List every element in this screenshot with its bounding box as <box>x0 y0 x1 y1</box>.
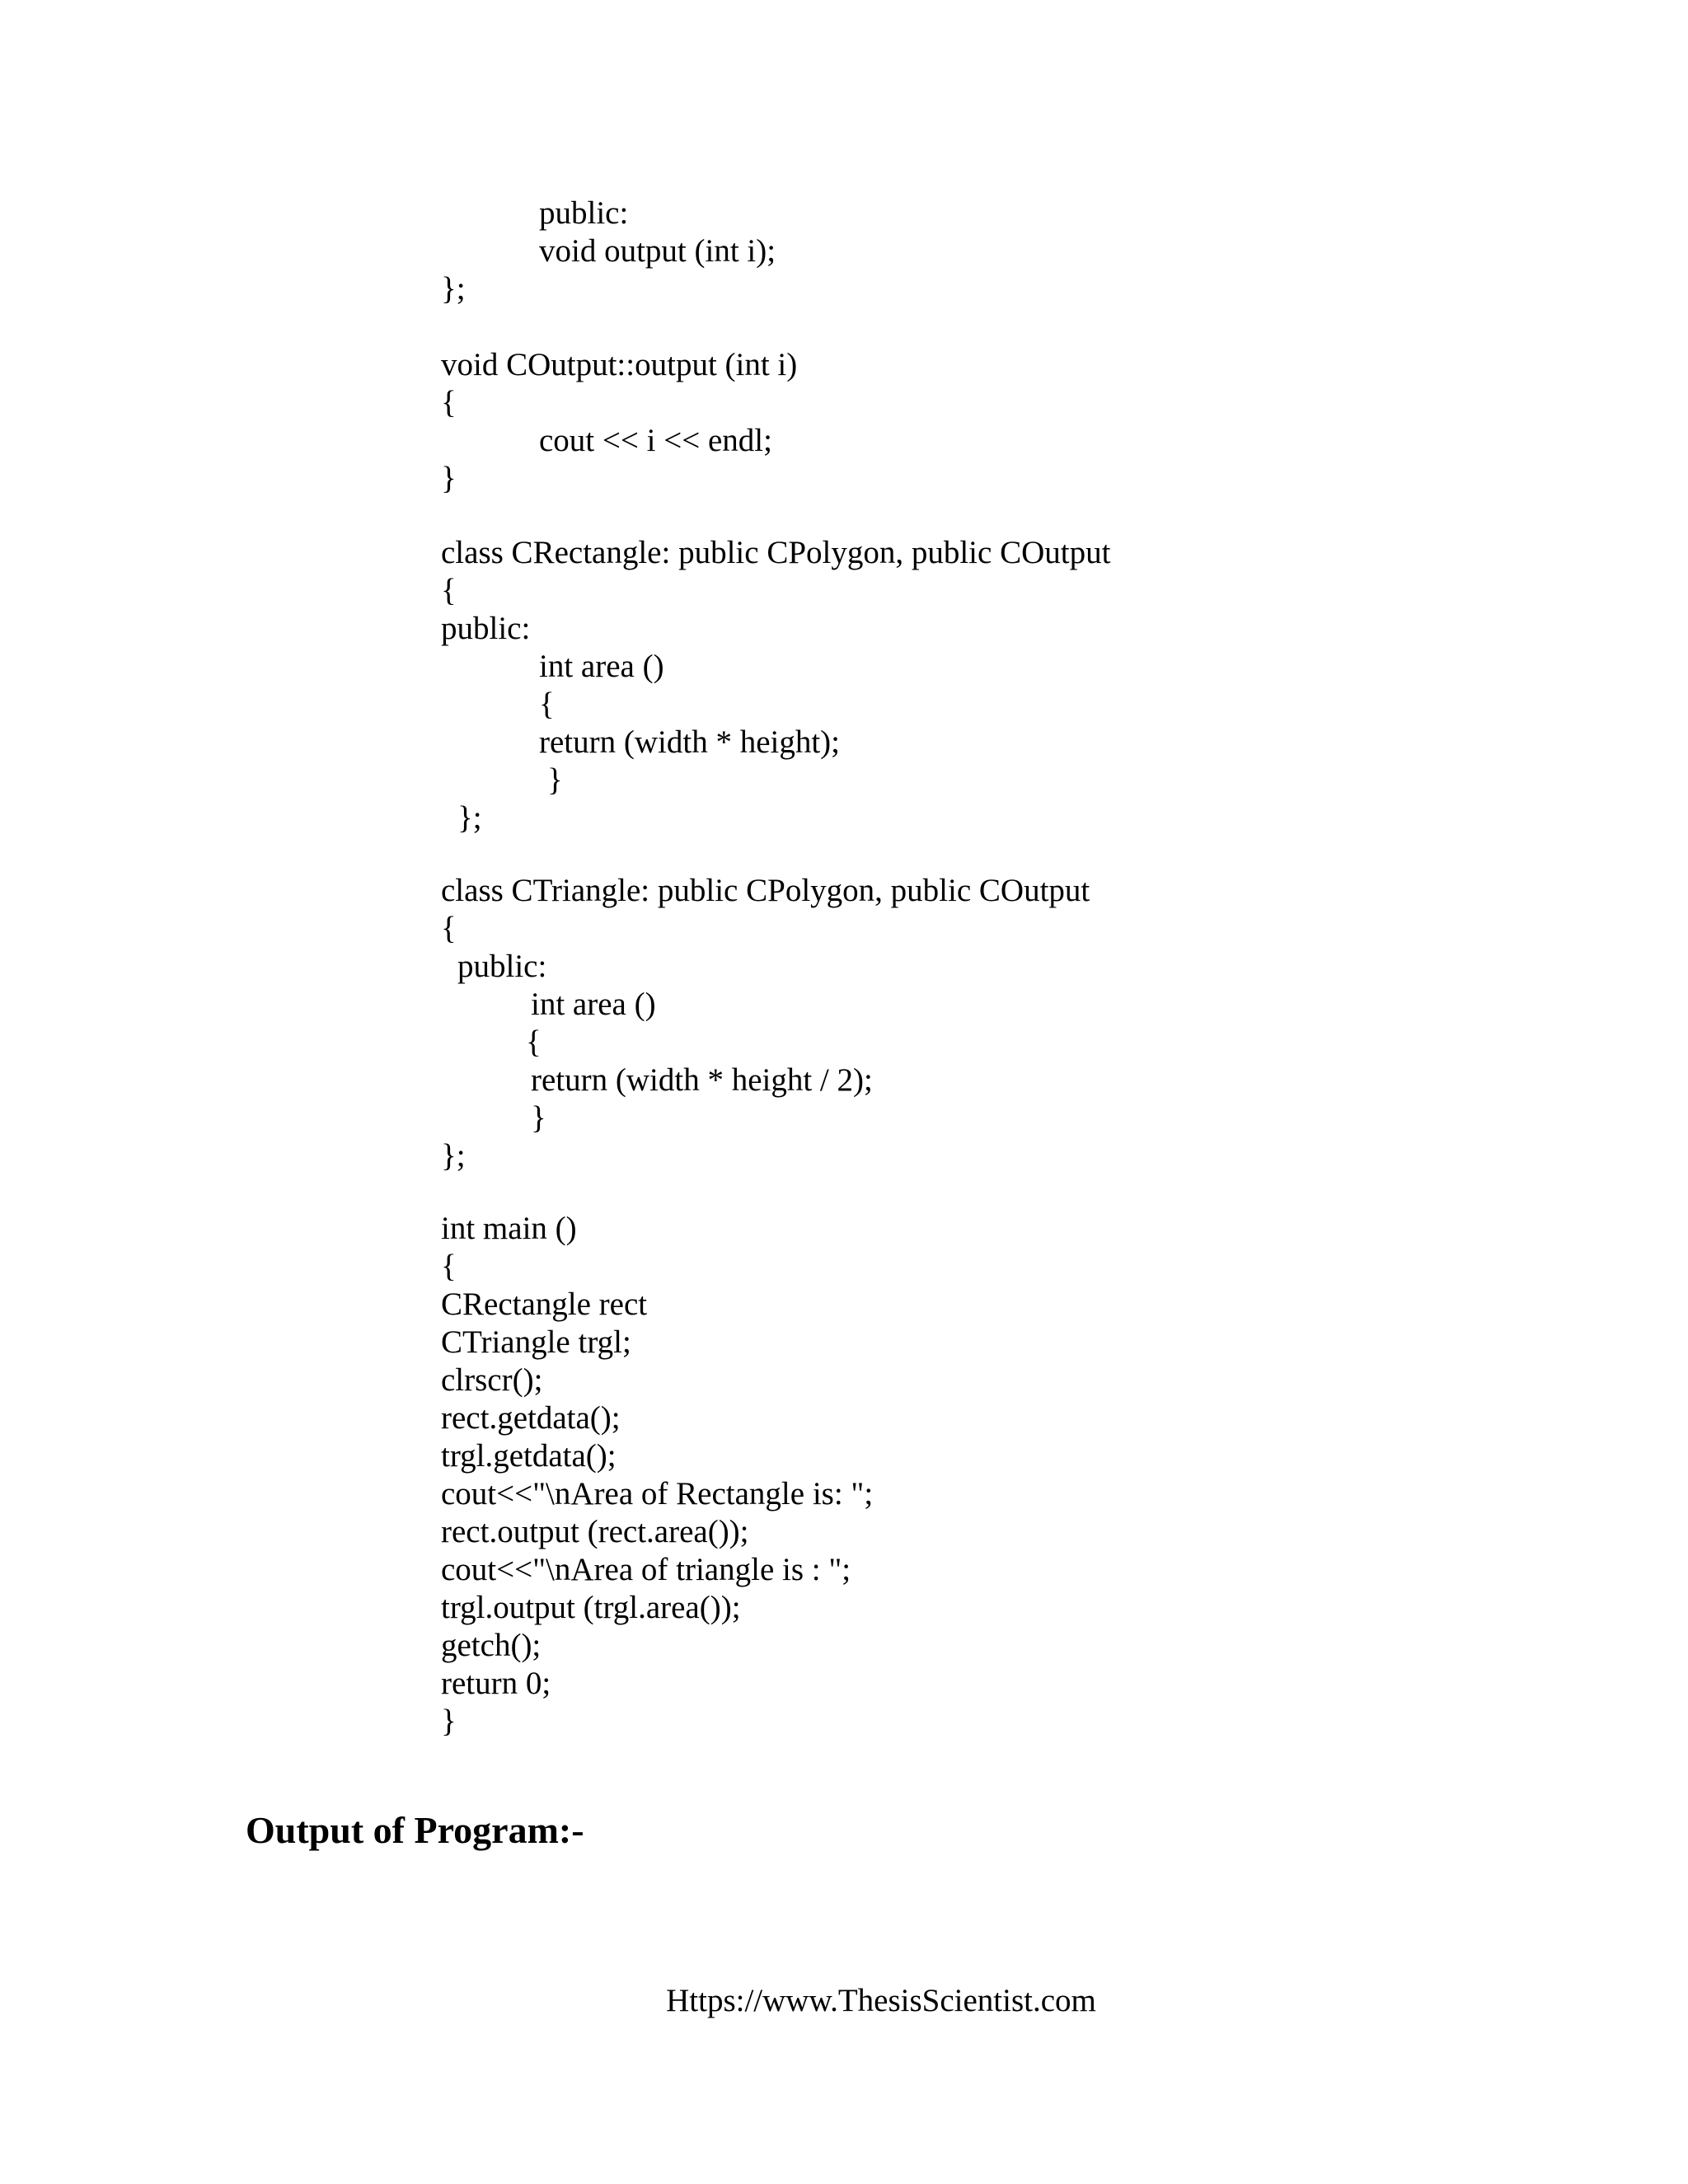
code-line: class CRectangle: public CPolygon, public COutput <box>441 535 1111 570</box>
code-line: }; <box>441 271 466 307</box>
code-line: getch(); <box>441 1628 542 1663</box>
code-line: { <box>441 573 457 608</box>
code-line: { <box>539 687 555 722</box>
section-heading: Output of Program:- <box>246 1809 584 1851</box>
code-line: clrscr(); <box>441 1362 543 1398</box>
code-line: trgl.getdata(); <box>441 1438 617 1474</box>
code-line: } <box>531 1100 546 1136</box>
code-line: public: <box>457 949 547 984</box>
code-line: void COutput::output (int i) <box>441 347 798 382</box>
code-line: } <box>441 1704 457 1739</box>
code-line: cout << i << endl; <box>539 423 772 458</box>
code-line: int area () <box>539 649 664 684</box>
code-line: }; <box>457 800 482 836</box>
code-line: return (width * height / 2); <box>531 1062 873 1098</box>
code-line: int main () <box>441 1211 577 1246</box>
code-line: trgl.output (trgl.area()); <box>441 1590 741 1625</box>
code-line: } <box>547 762 563 798</box>
footer-url: Https://www.ThesisScientist.com <box>666 1983 1096 2018</box>
code-line: }; <box>441 1138 466 1174</box>
code-line: cout<<"\nArea of Rectangle is: "; <box>441 1476 874 1511</box>
code-line: public: <box>441 611 531 646</box>
code-line: } <box>441 461 457 496</box>
code-line: return (width * height); <box>539 724 840 760</box>
code-line: public: <box>539 195 629 231</box>
code-line: class CTriangle: public CPolygon, public COutput <box>441 873 1090 908</box>
code-line: rect.getdata(); <box>441 1400 621 1436</box>
code-line: CRectangle rect <box>441 1286 648 1322</box>
code-line: { <box>441 1249 457 1284</box>
code-line: { <box>441 911 457 946</box>
code-line: { <box>526 1024 542 1060</box>
code-line: CTriangle trgl; <box>441 1324 631 1360</box>
code-line: int area () <box>531 987 656 1022</box>
code-line: { <box>441 385 457 420</box>
code-line: cout<<"\nArea of triangle is : "; <box>441 1552 851 1587</box>
code-line: return 0; <box>441 1666 551 1701</box>
code-line: rect.output (rect.area()); <box>441 1514 749 1549</box>
code-line: void output (int i); <box>539 233 776 269</box>
